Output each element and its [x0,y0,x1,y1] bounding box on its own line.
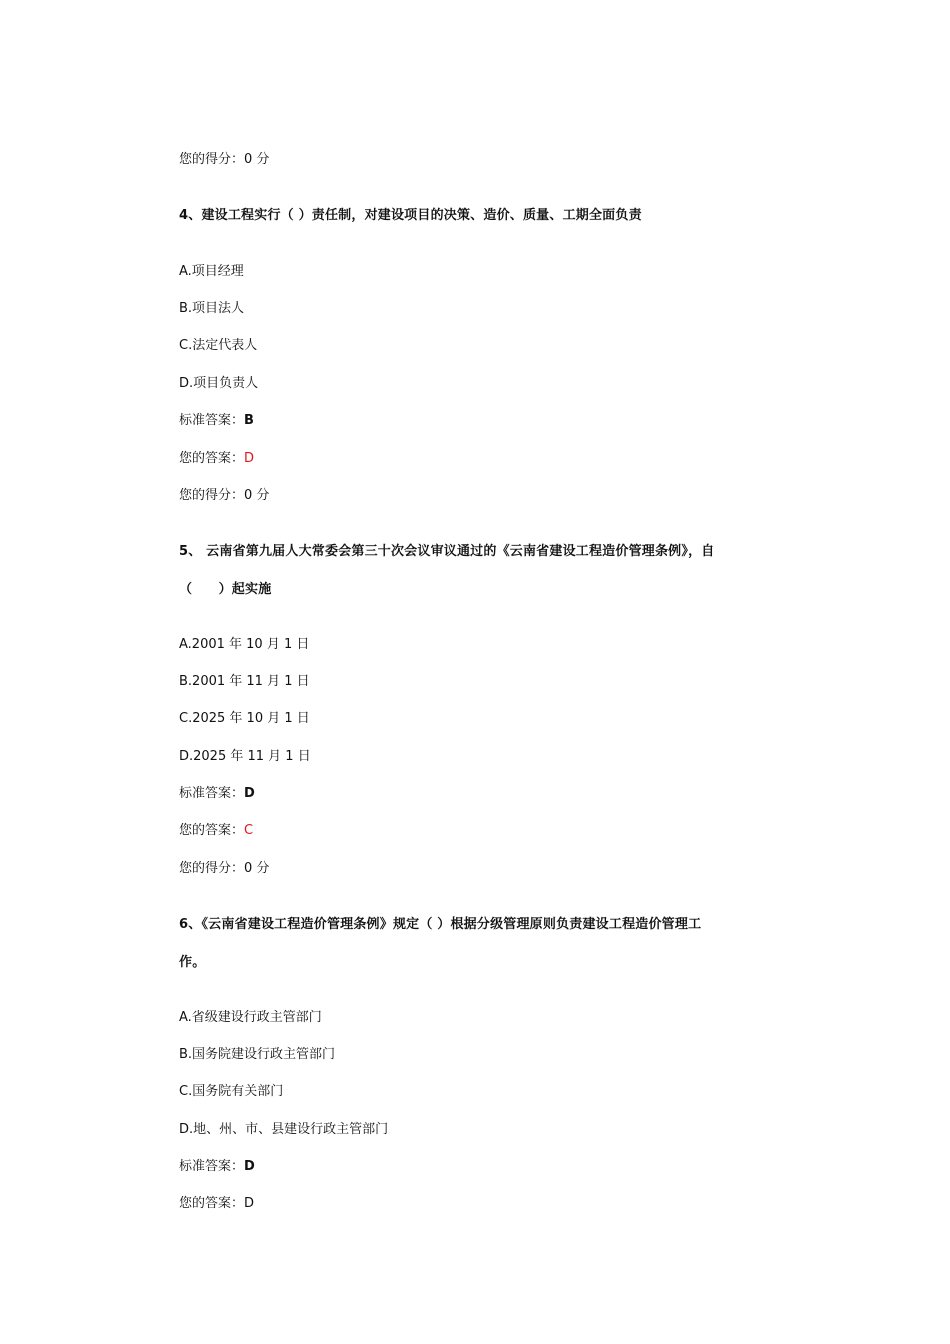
question-5-title-cont: （ ）起实施 [179,582,272,597]
standard-answer-label: 标准答案： [179,1159,245,1174]
prev-score-line [179,151,269,169]
question-4-option-c: C.法定代表人 [179,338,258,353]
standard-answer-label: 标准答案： [179,413,245,428]
score-value: 0 分 [244,861,270,876]
question-6-standard-answer [179,1158,255,1176]
question-5-option-d: D.2025 年 11 月 1 日 [179,749,311,764]
score-label: 您的得分： [179,488,245,503]
question-4-option-b: B.项目法人 [179,301,245,316]
question-6-your-answer [179,1195,254,1213]
question-4-title: 4、建设工程实行（ ）责任制，对建设项目的决策、造价、质量、工期全面负责 [179,208,642,223]
question-6-title: 6、《云南省建设工程造价管理条例》规定（ ）根据分级管理原则负责建设工程造价管理工 [179,917,702,932]
question-5-option-b: B.2001 年 11 月 1 日 [179,674,310,689]
question-6-option-c: C.国务院有关部门 [179,1084,284,1099]
question-5-standard-answer [179,785,255,803]
question-4-option-a: A.项目经理 [179,264,244,279]
score-label: 您的得分： [179,152,245,167]
your-answer-value: D [244,1196,255,1211]
your-answer-label: 您的答案： [179,1196,245,1211]
question-4-score [179,487,269,505]
question-4-standard-answer [179,412,254,430]
question-6-title-cont: 作。 [179,955,206,970]
question-5-title: 5、 云南省第九届人大常委会第三十次会议审议通过的《云南省建设工程造价管理条例》，自 [179,544,715,559]
your-answer-label: 您的答案： [179,823,245,838]
question-6-option-d: D.地、州、市、县建设行政主管部门 [179,1122,389,1137]
question-6-option-a: A.省级建设行政主管部门 [179,1010,322,1025]
score-value: 0 分 [244,488,270,503]
your-answer-value: D [244,451,255,466]
quiz-document [179,0,799,1344]
standard-answer-value: D [244,786,255,801]
question-5-option-c: C.2025 年 10 月 1 日 [179,711,310,726]
your-answer-value: C [244,823,254,838]
standard-answer-value: D [244,1159,255,1174]
question-5-your-answer [179,822,253,840]
question-4-option-d: D.项目负责人 [179,376,259,391]
standard-answer-label: 标准答案： [179,786,245,801]
score-value: 0 分 [244,152,270,167]
your-answer-label: 您的答案： [179,451,245,466]
standard-answer-value: B [244,413,254,428]
question-6-option-b: B.国务院建设行政主管部门 [179,1047,336,1062]
question-4-your-answer [179,450,254,468]
score-label: 您的得分： [179,861,245,876]
question-5-option-a: A.2001 年 10 月 1 日 [179,637,310,652]
question-5-score [179,860,269,878]
